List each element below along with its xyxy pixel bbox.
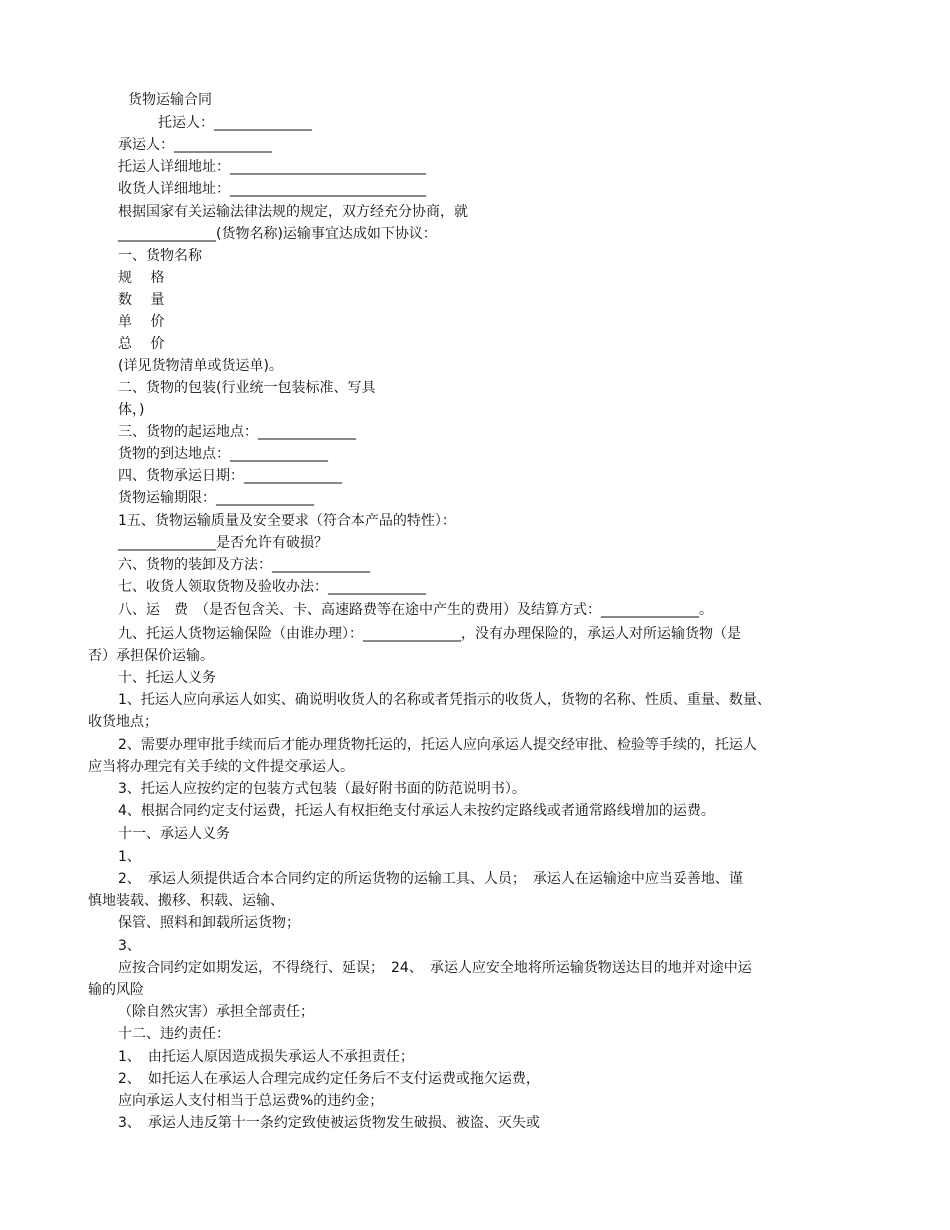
section-heading: 三、货物的起运地点：______________ — [118, 424, 356, 440]
text-line: 慎地装载、搬移、积载、运输、 — [88, 893, 284, 909]
text-line: （除自然灾害）承担全部责任； — [118, 1004, 314, 1020]
text-line: 1、 — [118, 849, 141, 865]
text-line: 2、需要办理审批手续而后才能办理货物托运的，托运人应向承运人提交经审批、检验等手续的，托运人 — [118, 737, 757, 753]
section-heading: 十一、承运人义务 — [118, 826, 230, 842]
text-line: 货物的到达地点：______________ — [118, 446, 328, 462]
text-line: 4、根据合同约定支付运费，托运人有权拒绝支付承运人未按约定路线或者通常路线增加的运费。 — [118, 803, 715, 819]
text-line: 应向承运人支付相当于总运费%的违约金； — [118, 1093, 384, 1109]
text-line: 承运人：______________ — [118, 137, 272, 153]
section-heading: 八、运 费 （是否包含关、卡、高速路费等在途中产生的费用）及结算方式：______________。 — [118, 602, 713, 618]
text-line: 收货人详细地址：____________________________ — [118, 181, 426, 197]
text-line: 1、托运人应向承运人如实、确说明收货人的名称或者凭指示的收货人，货物的名称、性质、重量、数量、 — [118, 692, 771, 708]
text-line: ______________(货物名称)运输事宜达成如下协议： — [118, 226, 437, 242]
text-line: 单 价 — [118, 314, 165, 330]
section-heading: 1五、货物运输质量及安全要求（符合本产品的特性）： — [118, 513, 456, 529]
contract-title: 货物运输合同 — [128, 92, 212, 108]
section-heading: 九、托运人货物运输保险（由谁办理）：______________，没有办理保险的，承运人对所运输货物（是 — [118, 626, 741, 642]
text-line: 3、 承运人违反第十一条约定致使被运货物发生破损、被盗、灭失或 — [118, 1115, 540, 1131]
text-line: 收货地点； — [88, 714, 158, 730]
text-line: 数 量 — [118, 292, 165, 308]
section-heading: 六、货物的装卸及方法：______________ — [118, 557, 370, 573]
text-line: 规 格 — [118, 270, 165, 286]
text-line: 2、 如托运人在承运人合理完成约定任务后不支付运费或拖欠运费， — [118, 1071, 540, 1087]
text-line: 3、托运人应按约定的包装方式包装（最好附书面的防范说明书）。 — [118, 781, 526, 797]
text-line: 总 价 — [118, 336, 165, 352]
section-heading: 十、托运人义务 — [118, 670, 216, 686]
text-line: 根据国家有关运输法律法规的规定，双方经充分协商，就 — [118, 204, 468, 220]
text-line: ______________是否允许有破损？ — [118, 535, 328, 551]
text-line: (详见货物清单或货运单)。 — [118, 358, 283, 374]
section-heading: 七、收货人领取货物及验收办法：______________ — [118, 579, 426, 595]
text-line: 托运人：______________ — [158, 115, 312, 131]
text-line: 输的风险 — [88, 982, 144, 998]
section-heading: 一、货物名称 — [118, 248, 202, 264]
text-line: 2、 承运人须提供适合本合同约定的所运货物的运输工具、人员； 承运人在运输途中应当妥善地、谨 — [118, 871, 743, 887]
section-heading: 四、货物承运日期：______________ — [118, 468, 342, 484]
text-line: 货物运输期限：______________ — [118, 490, 314, 506]
text-line: 体，) — [118, 402, 145, 418]
text-line: 否）承担保价运输。 — [88, 648, 214, 664]
text-line: 保管、照料和卸载所运货物； — [118, 915, 300, 931]
text-line: 1、 由托运人原因造成损失承运人不承担责任； — [118, 1049, 414, 1065]
section-heading: 十二、违约责任： — [118, 1026, 230, 1042]
text-line: 应按合同约定如期发运，不得绕行、延误； 24、 承运人应安全地将所运输货物送达目的地并对途中运 — [118, 960, 752, 976]
text-line: 3、 — [118, 938, 141, 954]
section-heading: 二、货物的包装(行业统一包装标准、写具 — [118, 380, 376, 396]
text-line: 托运人详细地址：____________________________ — [118, 159, 426, 175]
text-line: 应当将办理完有关手续的文件提交承运人。 — [88, 759, 354, 775]
